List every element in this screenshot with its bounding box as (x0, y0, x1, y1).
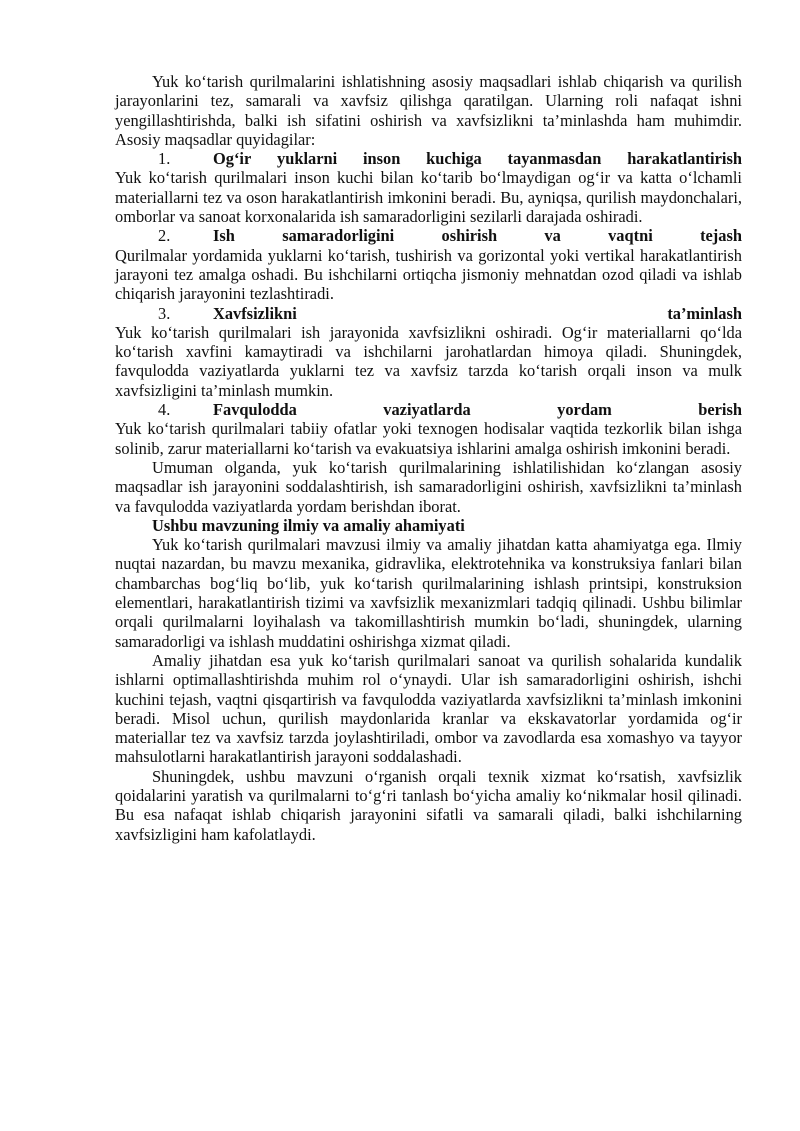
goal-item-heading: 3. Xavfsizlikni ta’minlash (158, 303, 742, 323)
goal-item-3 (115, 304, 742, 400)
goal-item-number: 1. (158, 149, 171, 169)
goal-item-number: 2. (158, 226, 171, 246)
goal-item-2 (115, 226, 742, 303)
goal-item-heading: 4. Favqulodda vaziyatlarda yordam berish (158, 400, 742, 420)
goal-item-body: Yuk ko‘tarish qurilmalari inson kuchi bilan ko‘tarib bo‘lmaydigan og‘ir va katta o‘lchamli materiallarni tez va oson harakatlantirish imkonini beradi. Bu, ayniqsa, qurilish maydonchalari, omborlar va sanoat korxonalarida ish samaradorligini sezilarli darajada oshiradi. (115, 168, 742, 227)
section-paragraph-1: Yuk ko‘tarish qurilmalari mavzusi ilmiy va amaliy jihatdan katta ahamiyatga ega. Ilmiy nuqtai nazardan, bu mavzu mexanika, gidravlika, elektrotehnika va konstruksiya fanlari bilan chambarchas bog‘liq bo‘lib, yuk ko‘tarish qurilmalarining ishlash printsipi, konstruksion elementlari, harakatlantirish tizimi va xavfsizlik mexanizmlari tadqiq qilinadi. Ushbu bilimlar orqali qurilmalarni loyihalash va takomillashtirish mumkin bo‘ladi, shuningdek, ularning samaradorligi va ishlash muddatini oshirishga xizmat qiladi. (115, 535, 742, 651)
goal-item-1 (115, 149, 742, 226)
summary-paragraph: Umuman olganda, yuk ko‘tarish qurilmalarining ishlatilishidan ko‘zlangan asosiy maqsadlar ish jarayonini soddalashtirish, ish samaradorligini oshirish, xavfsizlikni ta’minlash va favqulodda vaziyatlarda yordam berishdan iborat. (115, 457, 742, 516)
section-paragraph-2: Amaliy jihatdan esa yuk ko‘tarish qurilmalari sanoat va qurilish sohalarida kundalik ishlarni optimallashtirishda muhim rol o‘ynaydi. Ular ish samaradorligini oshirish, ishchi kuchini tejash, vaqtni qisqartirish va favqulodda vaziyatlarda xavfsizlikni ta’minlash imkonini beradi. Misol uchun, qurilish maydonlarida kranlar va ekskavatorlar yordamida og‘ir materiallar tez va xavfsiz tarzda joylashtiriladi, ombor va zavodlarda esa xomashyo va tayyor mahsulotlarni harakatlantirish jarayoni soddalashadi. (115, 650, 742, 767)
document-page (115, 72, 742, 844)
goal-item-number: 3. (158, 303, 171, 323)
section-title: Ushbu mavzuning ilmiy va amaliy ahamiyati (152, 515, 465, 535)
goal-item-body: Yuk ko‘tarish qurilmalari tabiiy ofatlar yoki texnogen hodisalar vaqtida tezkorlik bilan ishga solinib, zarur materiallarni ko‘tarish va evakuatsiya ishlarini amalga oshirish imkonini beradi. (115, 419, 742, 458)
goal-item-heading: 1. Og‘ir yuklarni inson kuchiga tayanmasdan harakatlantirish (158, 149, 742, 169)
intro-paragraph: Yuk ko‘tarish qurilmalarini ishlatishning asosiy maqsadlari ishlab chiqarish va qurilish jarayonlarini tez, samarali va xavfsiz qilishga qaratilgan. Ularning roli nafaqat ishni yengillashtirishda, balki ish sifatini oshirish va xavfsizlikni ta’minlashda ham muhimdir. Asosiy maqsadlar quyidagilar: (115, 72, 742, 149)
goal-item-body: Yuk ko‘tarish qurilmalari ish jarayonida xavfsizlikni oshiradi. Og‘ir materiallarni qo‘lda ko‘tarish xavfini kamaytiradi va ishchilarni jarohatlardan himoya qiladi. Shuningdek, favqulodda vaziyatlarda yuklarni tez va xavfsiz tarzda ko‘tarish orqali inson va mulk xavfsizligini ta’minlash mumkin. (115, 322, 742, 400)
goal-item-body: Qurilmalar yordamida yuklarni ko‘tarish, tushirish va gorizontal yoki vertikal harakatlantirish jarayoni tez amalga oshadi. Bu ishchilarni ortiqcha jismoniy mehnatdan ozod qiladi va ishlab chiqarish jarayonini tezlashtiradi. (115, 245, 742, 304)
goal-item-number: 4. (158, 400, 171, 420)
goal-item-heading: 2. Ish samaradorligini oshirish va vaqtni tejash (158, 226, 742, 246)
goal-item-4 (115, 400, 742, 458)
section-paragraph-3: Shuningdek, ushbu mavzuni o‘rganish orqali texnik xizmat ko‘rsatish, xavfsizlik qoidalarini yaratish va qurilmalarni to‘g‘ri tanlash bo‘yicha amaliy ko‘nikmalar hosil qilinadi. Bu esa nafaqat ishlab chiqarish jarayonini sifatli va samarali qiladi, balki ishchilarning xavfsizligini ham kafolatlaydi. (115, 766, 742, 844)
